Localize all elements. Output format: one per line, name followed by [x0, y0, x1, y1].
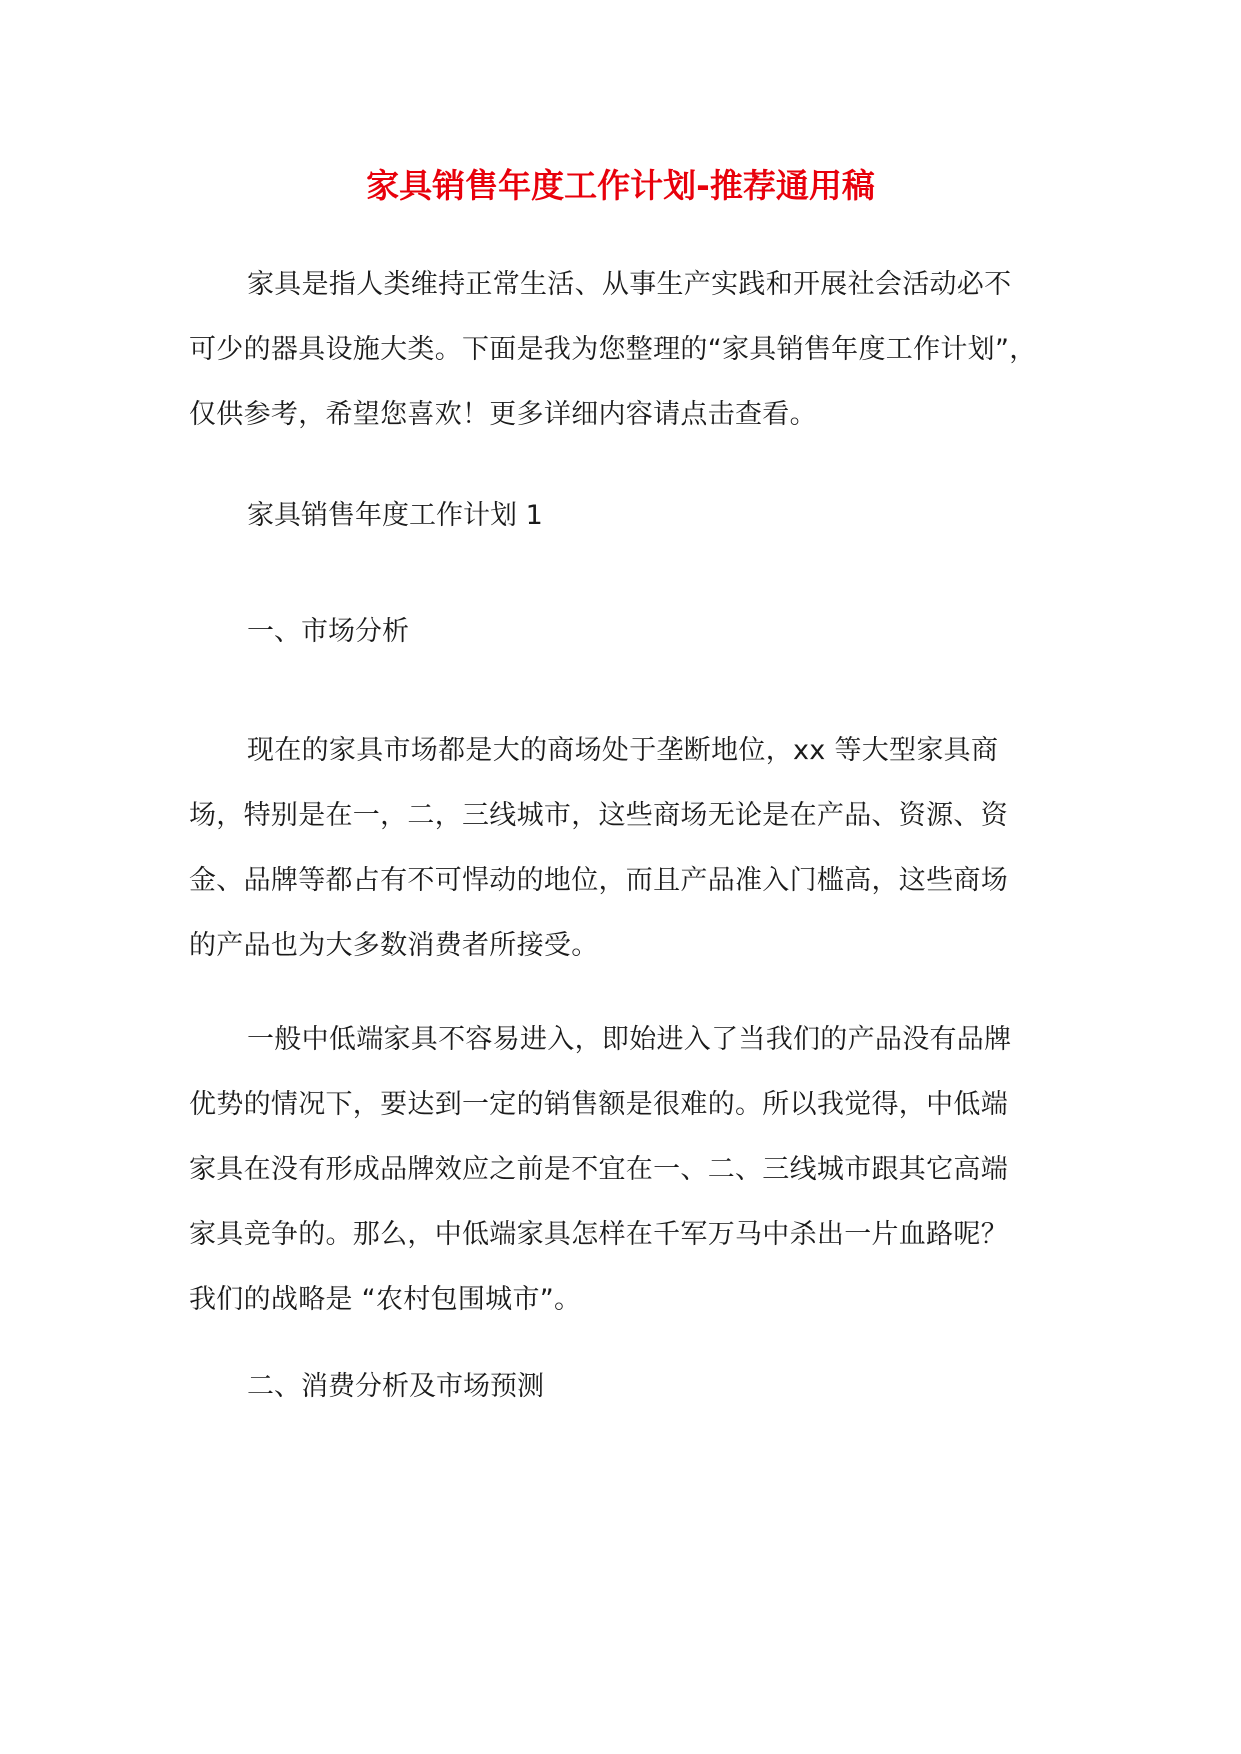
paragraph-line: 现在的家具市场都是大的商场处于垄断地位，xx 等大型家具商: [247, 735, 999, 766]
intro-line: 仅供参考，希望您喜欢！更多详细内容请点击查看。: [189, 399, 817, 430]
intro-line: 家具是指人类维持正常生活、从事生产实践和开展社会活动必不: [247, 269, 1012, 300]
intro-paragraph: [189, 252, 1069, 447]
paragraph-line: 的产品也为大多数消费者所接受。: [189, 930, 599, 961]
paragraph-strategy: [189, 1007, 1069, 1332]
section-title: 家具销售年度工作计划 1: [247, 500, 543, 531]
paragraph-line: 我们的战略是 “农村包围城市”。: [189, 1284, 582, 1315]
paragraph-line: 金、品牌等都占有不可悍动的地位，而且产品准入门槛高，这些商场: [189, 865, 1008, 896]
paragraph-market: [189, 718, 1069, 978]
paragraph-line: 优势的情况下，要达到一定的销售额是很难的。所以我觉得，中低端: [189, 1089, 1008, 1120]
document-title: 家具销售年度工作计划-推荐通用稿: [366, 166, 875, 205]
intro-line: 可少的器具设施大类。下面是我为您整理的“家具销售年度工作计划”，: [189, 334, 1037, 365]
paragraph-line: 家具竞争的。那么，中低端家具怎样在千军万马中杀出一片血路呢？: [189, 1219, 1008, 1250]
heading-consumption-analysis: 二、消费分析及市场预测: [247, 1371, 544, 1402]
paragraph-line: 家具在没有形成品牌效应之前是不宜在一、二、三线城市跟其它高端: [189, 1154, 1008, 1185]
paragraph-line: 一般中低端家具不容易进入，即始进入了当我们的产品没有品牌: [247, 1024, 1012, 1055]
heading-market-analysis: 一、市场分析: [247, 616, 409, 647]
paragraph-line: 场，特别是在一，二，三线城市，这些商场无论是在产品、资源、资: [189, 800, 1008, 831]
